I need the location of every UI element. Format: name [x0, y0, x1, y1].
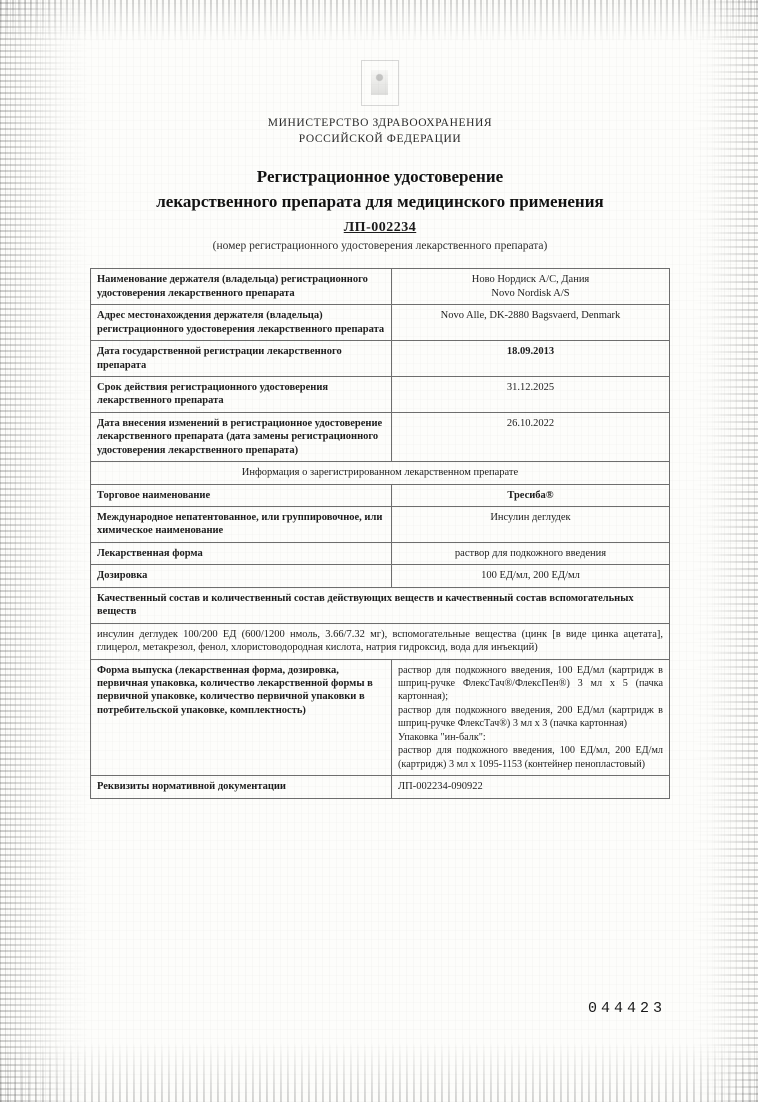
row-label: Срок действия регистрационного удостоверения лекарственного препарата [91, 376, 392, 412]
ministry-line-2: РОССИЙСКОЙ ФЕДЕРАЦИИ [298, 132, 462, 145]
row-value [392, 776, 670, 798]
table-row [91, 341, 670, 377]
table-row [91, 376, 670, 412]
scan-edge-left [0, 0, 92, 1102]
row-value-line-1: Инсулин деглудек [490, 512, 571, 523]
ministry-heading [90, 116, 670, 147]
table-row [91, 776, 670, 798]
table-row [91, 269, 670, 305]
row-value [392, 484, 670, 506]
ministry-line-1: МИНИСТЕРСТВО ЗДРАВООХРАНЕНИЯ [267, 117, 493, 129]
row-value [392, 305, 670, 341]
table-section-row [91, 462, 670, 484]
table-row [91, 507, 670, 543]
row-label: Форма выпуска (лекарственная форма, дозировка, первичная упаковка, количество лекарственной формы в первичной упаковке, количество первичной упаковки в потребительской упаковке, комплектность) [91, 659, 392, 776]
scan-edge-top [0, 0, 758, 42]
page-title-line-1: Регистрационное удостоверение [256, 167, 504, 187]
row-value [392, 507, 670, 543]
row-value [392, 659, 670, 776]
document-content [90, 60, 670, 799]
row-label: Международное непатентованное, или группировочное, или химическое наименование [91, 507, 392, 543]
page-title [90, 165, 670, 214]
row-value-line-1: 26.10.2022 [506, 417, 555, 429]
page-title-line-2: лекарственного препарата для медицинского применения [156, 191, 604, 211]
row-value-line-1: ЛП-002234-090922 [398, 781, 483, 793]
row-value-line-2: Novo Nordisk A/S [491, 287, 570, 299]
certificate-number: ЛП-002234 [343, 220, 417, 236]
coat-of-arms-icon [361, 60, 399, 106]
composition-text: инсулин деглудек 100/200 ЕД (600/1200 нмоль, 3.66/7.32 мг), вспомогательные вещества (цинк [в виде цинка ацетата], глицерол, метакрезол, фенол, хлористоводородная кислота, натрия гидроксид, вода для инъекций) [91, 623, 670, 659]
row-label: Дозировка [91, 565, 392, 587]
row-value [392, 376, 670, 412]
row-value [392, 542, 670, 564]
table-row [91, 587, 670, 623]
row-value-line-1: Novo Alle, DK-2880 Bagsvaerd, Denmark [440, 310, 621, 322]
row-value [392, 269, 670, 305]
table-row [91, 623, 670, 659]
row-value [392, 412, 670, 461]
table-row [91, 542, 670, 564]
table-row [91, 565, 670, 587]
row-value-line-1: раствор для подкожного введения [454, 547, 607, 559]
release-form-line-1: раствор для подкожного введения, 100 ЕД/мл (картридж в шприц-ручке ФлексТач®/ФлексПен®) 3 мл х 5 (пачка картонная); [398, 664, 663, 703]
row-value-line-1: 31.12.2025 [506, 381, 555, 393]
row-label: Реквизиты нормативной документации [91, 776, 392, 798]
table-row [91, 484, 670, 506]
table-row [91, 305, 670, 341]
row-label: Лекарственная форма [91, 542, 392, 564]
scan-edge-right [688, 0, 758, 1102]
row-value-line-1: 18.09.2013 [506, 346, 555, 358]
serial-number: 044423 [587, 1000, 666, 1017]
row-value-line-1: 100 ЕД/мл, 200 ЕД/мл [481, 570, 580, 582]
table-row [91, 412, 670, 461]
certificate-number-caption: (номер регистрационного удостоверения лекарственного препарата) [212, 240, 548, 253]
row-value-line-1: Тресиба® [507, 489, 554, 501]
table-row [91, 659, 670, 776]
row-label: Наименование держателя (владельца) регистрационного удостоверения лекарственного препарата [91, 269, 392, 305]
release-form-line-4: раствор для подкожного введения, 100 ЕД/мл, 200 ЕД/мл (картридж) 3 мл х 1095-1153 (контейнер пенопластовый) [398, 745, 663, 770]
release-form-line-2: раствор для подкожного введения, 200 ЕД/мл (картридж в шприц-ручке ФлексТач®) 3 мл х 3 (пачка картонная) [398, 704, 663, 730]
scan-edge-bottom [0, 1042, 758, 1102]
release-form-line-3: Упаковка "ин-балк": [398, 731, 486, 743]
row-value-line-1: Ново Нордиск А/С, Дания [471, 274, 590, 286]
row-label: Торговое наименование [91, 484, 392, 506]
row-value [392, 565, 670, 587]
row-label: Дата государственной регистрации лекарственного препарата [91, 341, 392, 377]
section-header: Информация о зарегистрированном лекарственном препарате [91, 462, 670, 484]
row-label: Дата внесения изменений в регистрационное удостоверение лекарственного препарата (дата замены регистрационного удостоверения лекарственного препарата) [91, 412, 392, 461]
composition-header: Качественный состав и количественный состав действующих веществ и качественный состав вспомогательных веществ [91, 587, 670, 623]
row-label: Адрес местонахождения держателя (владельца) регистрационного удостоверения лекарственного препарата [91, 305, 392, 341]
certificate-table [90, 268, 670, 798]
row-value [392, 341, 670, 377]
